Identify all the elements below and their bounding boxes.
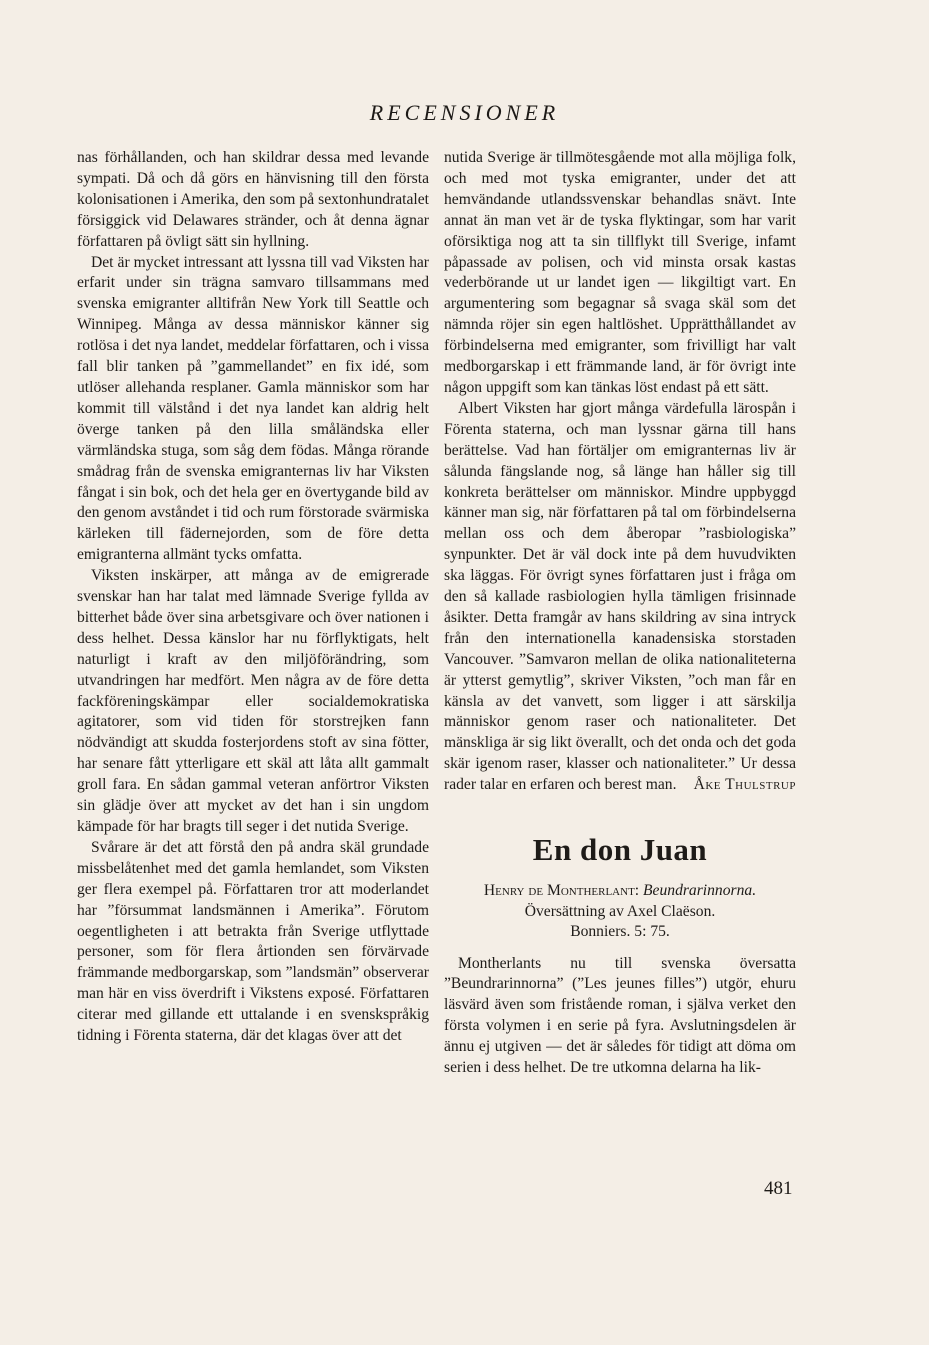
reviewer-signature: Åke Thulstrup bbox=[693, 776, 796, 794]
author-particle: de bbox=[528, 882, 544, 899]
bibliographic-entry bbox=[444, 881, 796, 943]
book-title: Beundrarinnorna. bbox=[643, 882, 757, 899]
author-first-name: Henry bbox=[483, 882, 525, 899]
paragraph: Det är mycket intressant att lyssna till vad Viksten har erfarit under sin trägna samvaro tillsammans med svenska emigranter alltifrån New York till Seattle och Winnipeg. Många av dessa människor känner sig rotlösa i det nya landet, meddelar författaren, och i vissa fall blir tanken på ”gammellandet” en fix idé, som utlöser allehanda resplaner. Gamla människor som har kommit till välstånd i det nya landet kan aldrig helt överge tanken på den lilla småländska eller värmländska stuga, som såg dem födas. Många rörande smådrag från de svenska emigranternas liv har Viksten fångat i sin bok, och det hela ger en övertygande bild av den genom avståndet i tid och rum förstorade svärmiska kärleken till fädernejorden, som de före detta emigranterna allmänt tycks omfatta. bbox=[77, 253, 429, 564]
author-last-name: Montherlant: bbox=[546, 882, 640, 899]
right-column bbox=[444, 148, 796, 1079]
paragraph: Svårare är det att förstå den på andra skäl grundade missbelåtenhet med det gamla hemlandet, som Viksten ger flera exempel på. Författaren tror att moderlandet har ”försummat landsmännen i Amerika”. Förutom oegentligheten i att betrakta från Sverige utflyttade personer, som för flera årtionden sen förvärvade främmande medborgarskap, som ”landsmän” observerar man här en viss överdrift i Vikstens exposé. Författaren citerar med gillande ett uttalande i en svenskspråkig tidning i Förenta staterna, där det klagas över att det bbox=[77, 838, 429, 1045]
paragraph bbox=[444, 399, 796, 796]
paragraph: Montherlants nu till svenska översatta ”Beundrarinnorna” (”Les jeunes filles”) utgör, ehuru läsvärd även som fristående roman, i själva verket den första volymen i en serie på fyra. Avslutningsdelen är ännu ej utgiven — det är således för tidigt att döma om serien i dess helhet. De tre utkomna delarna ha lik- bbox=[444, 954, 796, 1077]
publisher-price: Bonniers. 5: 75. bbox=[570, 923, 670, 940]
page-number: 481 bbox=[764, 1178, 793, 1199]
paragraph: nutida Sverige är tillmötesgående mot alla möjliga folk, och med mot tyska emigranter, under det att hemvändande utlandssvenskar behandlas snävt. Inte annat än man vet är de tyska flyktingar, som har varit oförsiktiga nog att ta sin tillflykt till Sverige, infamt påpassade av polisen, och vid minsta orsak kastas vederbörande ut ur landet igen — likgiltigt vart. En argumentering som begagnar så svaga skäl som det nämnda röjer sin egen haltlöshet. Upprätthållandet av förbindelserna med emigranter, som frivilligt har valt medborgarskap i ett främmande land, är för övrigt inte någon uppgift som kan tänkas löst endast på ett sätt. bbox=[444, 149, 796, 396]
translation-note: Översättning av Axel Claëson. bbox=[524, 902, 716, 920]
paragraph: nas förhållanden, och han skildrar dessa med levande sympati. Då och då görs en hänvisning till den första kolonisationen i Amerika, den som på sextonhundratalet försiggick vid Delawares stränder, och åt denna ägnar författaren på övligt sätt sin hyllning. bbox=[77, 149, 429, 250]
paragraph-text: Albert Viksten har gjort många värdefulla lärospån i Förenta staterna, och man lyssnar gärna till hans berättelse. Vad han förtäljer om emigranternas liv är sålunda fängslande nog, så länge han håller sig till konkreta berättelser om människor. Mindre uppbyggd känner man sig, när författaren på tal om förbindelserna mellan oss och dem åberopar ”rasbiologiska” synpunkter. Det är väl dock inte på dem huvudvikten ska läggas. För övrigt synes författaren just i fråga om den så kallade rasbiologien hylla tämligen frisinnade åsikter. Detta framgår av hans skildring av sina intryck från den internationella kanadensiska storstaden Vancouver. ”Samvaron mellan de olika nationaliteterna är ytterst gemytlig”, skriver Viksten, ”och man får en känsla av det vanvett, som ligger i att särskilja människor genom raser och nationaliteter. Det mänskliga är sig likt överallt, och det onda och det goda skär igenom raser, klasser och nationaliteter.” Ur dessa rader talar en erfaren och berest man. bbox=[444, 399, 796, 794]
review-title: En don Juan bbox=[532, 832, 708, 868]
running-title: RECENSIONER bbox=[369, 100, 560, 125]
paragraph: Viksten inskärper, att många av de emigrerade svenskar han har talat med lämnade Sverige fyllda av bitterhet både över sina arbetsgivare och över nationen i dess helhet. Dessa känslor har nu förflyktigats, helt naturligt i kraft av den miljöförändring, som utvandringen har medfört. Men några av de före detta fackföreningskämpar eller socialdemokratiska agitatorer, som vid tiden för storstrejken fann nödvändigt att skudda fosterjordens stoft av sina fötter, har senare fått ytterligare ett skäl att låta allt gammalt groll fara. En sådan gammal veteran anförtror Viksten sin glädje över att mycket av det han i sin ungdom kämpade för har bragts till seger i det nutida Sverige. bbox=[77, 567, 429, 835]
left-column bbox=[77, 148, 429, 1047]
